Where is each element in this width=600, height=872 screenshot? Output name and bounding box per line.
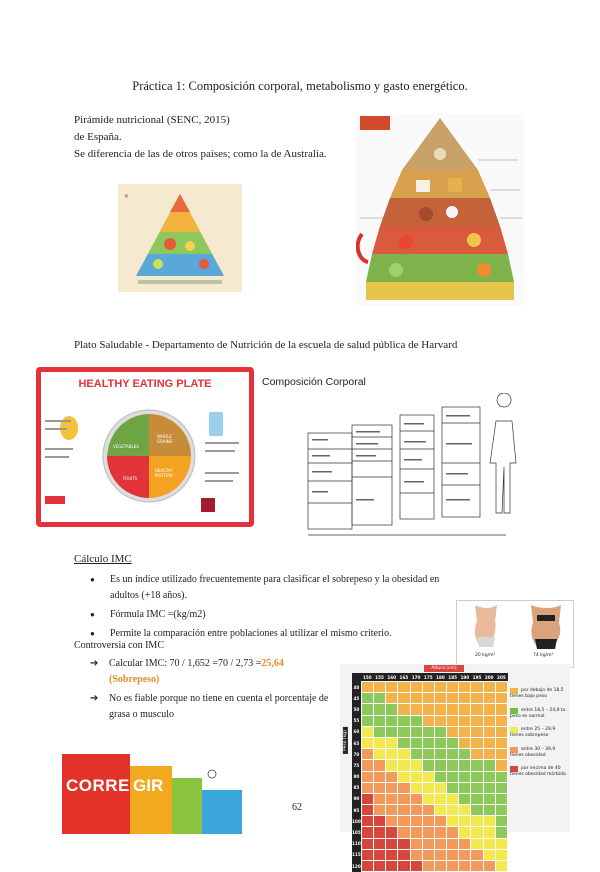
bmi-weight-header: 105 [352,827,361,838]
bmi-row [352,760,508,771]
bmi-cell [422,827,434,838]
imc-heading: Cálculo IMC [74,553,132,565]
bmi-cell [459,760,471,771]
bmi-cell [386,715,398,726]
bmi-cell [495,849,507,860]
bmi-cell [422,682,434,693]
bmi-cell [422,693,434,704]
bmi-cell [398,682,410,693]
bmi-cell [459,726,471,737]
bmi-cell [471,771,483,782]
bmi-cell [398,805,410,816]
bmi-cell [459,749,471,760]
bmi-height-header: 190 [460,674,470,680]
bmi-cell [410,827,422,838]
bmi-legend-text: por encima de 40 tienes obesidad mórbida [510,766,566,777]
bmi-height-header: 175 [423,674,433,680]
bmi-cell [398,793,410,804]
bmi-row [352,827,508,838]
plate-segment-grains: WHOLE GRAINS [157,434,173,444]
bmi-weight-header: 55 [352,715,361,726]
bmi-cell [483,737,495,748]
bmi-cell [471,861,483,872]
bmi-cell [483,827,495,838]
bmi-legend-item [510,708,568,720]
bmi-weight-header: 65 [352,737,361,748]
bmi-cell [386,693,398,704]
bmi-cell [373,693,385,704]
bmi-row [352,805,508,816]
bmi-cell [495,816,507,827]
bmi-cell [495,827,507,838]
bmi-cell [361,760,373,771]
bmi-cell [447,805,459,816]
bmi-cell [471,760,483,771]
svg-text:✕: ✕ [124,193,130,200]
bmi-height-header: 150 [362,674,372,680]
bmi-cell [422,749,434,760]
bmi-height-header: 170 [411,674,421,680]
bmi-cell [495,726,507,737]
bmi-cell [398,693,410,704]
bmi-weight-header: 60 [352,726,361,737]
bmi-cell [447,682,459,693]
bmi-legend-text: por debajo de 18,5 tienes bajo peso [510,688,564,699]
bmi-cell [471,793,483,804]
bmi-cell [471,782,483,793]
bmi-row [352,861,508,872]
bmi-cell [434,704,446,715]
bmi-weight-header: 70 [352,749,361,760]
bmi-cell [483,849,495,860]
bmi-cell [471,749,483,760]
bmi-cell [459,793,471,804]
bmi-cell [373,737,385,748]
bmi-cell [434,816,446,827]
bmi-cell [386,816,398,827]
imc-bullet-list [90,572,462,642]
bmi-cell [483,704,495,715]
bmi-cell [361,805,373,816]
bmi-cell [422,771,434,782]
bmi-cell [447,827,459,838]
bmi-cell [471,715,483,726]
bmi-cell [361,849,373,860]
bmi-weight-header: 120 [352,861,361,872]
bmi-row [352,849,508,860]
bmi-cell [447,749,459,760]
bmi-cell [422,726,434,737]
bmi-cell [495,760,507,771]
plate-segment-protein: HEALTHY PROTEIN [155,468,173,478]
bmi-cell [483,816,495,827]
bmi-cell [373,726,385,737]
bmi-height-header: 165 [399,674,409,680]
bmi-weight-header: 115 [352,849,361,860]
bmi-row [352,749,508,760]
plate-segment-vegetables: VEGETABLES [113,444,139,449]
bmi-row [352,816,508,827]
bmi-cell [361,827,373,838]
bmi-cell [434,737,446,748]
bmi-legend-item [510,688,568,700]
intro-line-1: Pirámide nutricional (SENC, 2015) [74,114,230,126]
bmi-cell [398,849,410,860]
bmi-cell [459,737,471,748]
bmi-weight-header: 110 [352,838,361,849]
bmi-cell [410,737,422,748]
bmi-cell [447,793,459,804]
bmi-row [352,693,508,704]
bmi-cell [361,749,373,760]
bmi-cell [434,805,446,816]
bmi-cell [410,749,422,760]
bmi-cell [434,782,446,793]
bmi-cell [361,682,373,693]
corregir-word-a: CORRE [66,776,130,795]
bmi-cell [410,693,422,704]
bmi-cell [422,861,434,872]
bmi-cell [373,805,385,816]
bmi-cell [386,793,398,804]
bmi-cell [483,726,495,737]
bmi-legend-text: entre 30 – 39,9 tienes obesidad [510,746,556,758]
bmi-cell [447,760,459,771]
bmi-cell [434,693,446,704]
bmi-cell [459,682,471,693]
bmi-weight-header: 90 [352,793,361,804]
bmi-cell [495,861,507,872]
bmi-cell [483,793,495,804]
bmi-cell [373,760,385,771]
bmi-cell [361,715,373,726]
bmi-cell [471,693,483,704]
bmi-cell [410,771,422,782]
bmi-cell [459,771,471,782]
imc-bullet-2: ● Fórmula IMC =(kg/m2) [90,607,462,623]
bmi-cell [434,827,446,838]
bmi-cell [422,816,434,827]
bmi-legend [510,688,568,786]
bmi-cell [447,816,459,827]
bmi-cell [361,793,373,804]
bmi-weight-header: 85 [352,782,361,793]
bmi-chart-side-label: Peso (kg) [343,727,348,754]
bmi-corner-cell [352,673,361,682]
bmi-cell [495,771,507,782]
senc-pyramid-image [356,114,524,306]
bmi-cell [434,760,446,771]
bmi-cell [398,704,410,715]
bmi-legend-text: entre 25 – 29,9 tienes sobrepeso [510,727,556,738]
bmi-cell [398,827,410,838]
composition-heading: Composición Corporal [262,376,366,388]
bmi-cell [495,805,507,816]
bmi-cell [459,849,471,860]
bmi-cell [459,805,471,816]
bmi-cell [447,726,459,737]
bmi-cell [434,715,446,726]
bmi-cell [447,861,459,872]
bmi-cell [410,715,422,726]
bmi-weight-header: 75 [352,760,361,771]
plate-segment-fruits: FRUITS [123,476,138,481]
bmi-row [352,771,508,782]
bmi-cell [422,793,434,804]
bmi-cell [398,816,410,827]
bmi-cell [422,760,434,771]
bmi-cell [471,737,483,748]
bmi-height-header: 205 [497,674,506,680]
bmi-cell [422,737,434,748]
bmi-weight-header: 40 [352,682,361,693]
bmi-cell [410,782,422,793]
bmi-cell [471,816,483,827]
imc-bullet-1: ● Es un índice utilizado frecuentemente para clasificar el sobrepeso y la obesidad en adultos (+18 años). [90,572,462,604]
bmi-cell [495,749,507,760]
bmi-cell [422,715,434,726]
bmi-cell [386,682,398,693]
intro-text [74,112,327,163]
bmi-legend-item [510,766,568,778]
bmi-cell [398,715,410,726]
bmi-cell [483,760,495,771]
bmi-cell [361,704,373,715]
bmi-cell [495,737,507,748]
bmi-cell [495,682,507,693]
bmi-weight-header: 45 [352,693,361,704]
bmi-cell [386,771,398,782]
bmi-cell [422,805,434,816]
bmi-cell [410,704,422,715]
bmi-cell [361,726,373,737]
bmi-cell [495,793,507,804]
bmi-row [352,726,508,737]
bmi-height-header: 160 [387,674,397,680]
bmi-cell [471,704,483,715]
bmi-cell [447,849,459,860]
bmi-cell [471,827,483,838]
bmi-cell [386,749,398,760]
bmi-row [352,715,508,726]
body-composition-diagram [306,393,528,539]
bmi-height-header: 155 [375,674,384,680]
bmi-cell [398,760,410,771]
bmi-cell [361,771,373,782]
bmi-cell [398,726,410,737]
bmi-cell [459,782,471,793]
bmi-cell [373,715,385,726]
bmi-cell [361,782,373,793]
bmi-cell [386,760,398,771]
bmi-row [352,737,508,748]
bmi-cell [361,737,373,748]
corregir-word-b: GIR [133,776,164,795]
bmi-cell [495,782,507,793]
bmi-cell [361,693,373,704]
bmi-cell [410,861,422,872]
bmi-cell [447,737,459,748]
bmi-cell [410,760,422,771]
bmi-cell [386,849,398,860]
imc-calc-text: Calcular IMC: 70 / 1,652 =70 / 2,73 = [109,658,262,669]
bmi-cell [410,682,422,693]
bmi-cell [434,726,446,737]
bmi-cell [410,793,422,804]
bmi-height-header: 195 [472,674,482,680]
bmi-cell [434,749,446,760]
bmi-cell [495,693,507,704]
bmi-weight-header: 100 [352,816,361,827]
bmi-chart-header: Altura (cm) [424,665,464,672]
bmi-cell [483,805,495,816]
bmi-chart [340,664,570,869]
bmi-cell [386,704,398,715]
bmi-cell [434,861,446,872]
bmi-cell [459,693,471,704]
bmi-cell [471,849,483,860]
bmi-cell [447,704,459,715]
intro-line-3: Se diferencia de las de otros países; como la de Australia. [74,148,327,160]
bmi-cell [495,715,507,726]
bmi-table [352,673,508,872]
imc-calc-label: (Sobrepeso) [109,674,160,685]
bmi-cell [471,726,483,737]
bmi-cell [373,704,385,715]
controversy-heading: Controversia con IMC [74,640,164,651]
bmi-weight-header: 80 [352,771,361,782]
bmi-cell [483,682,495,693]
controversy-list [90,656,338,723]
bmi-cell [483,693,495,704]
bmi-cell [459,816,471,827]
bmi-cell [373,861,385,872]
bmi-cell [398,737,410,748]
bmi-weight-header: 95 [352,805,361,816]
bmi-cell [495,704,507,715]
bmi-cell [459,861,471,872]
imc-bullet-3: ● Permite la comparación entre poblaciones al utilizar el mismo criterio. [90,626,462,642]
bmi-cell [434,849,446,860]
bmi-cell [422,782,434,793]
bmi-cell [398,749,410,760]
healthy-eating-plate-image [36,367,254,527]
bmi-cell [386,726,398,737]
bmi-cell [386,805,398,816]
bmi-weight-header: 50 [352,704,361,715]
bmi-cell [386,827,398,838]
australia-pyramid-image [118,184,242,292]
bmi-height-header: 200 [484,674,494,680]
imc-reliability-item: ➔ No es fiable porque no tiene en cuenta el porcentaje de grasa o musculo [90,691,338,723]
bmi-cell [471,805,483,816]
bmi-cell [410,726,422,737]
bmi-legend-item [510,727,568,739]
bmi-cell [386,737,398,748]
bmi-cell [373,827,385,838]
bmi-legend-item [510,747,568,759]
bmi-legend-text: entre 18,5 – 24,9 tu peso es normal [510,707,566,719]
bmi-cell [483,861,495,872]
corregir-logo [62,744,242,834]
bmi-cell [459,715,471,726]
bmi-cell [447,715,459,726]
page-title: Práctica 1: Composición corporal, metabolismo y gasto energético. [132,79,468,93]
imc-calc-result: 25,64 [261,658,284,669]
bmi-row [352,704,508,715]
page-number: 62 [292,802,302,813]
bmi-height-header: 180 [436,674,445,680]
bmi-cell [386,861,398,872]
bmi-row [352,793,508,804]
bmi-cell [361,816,373,827]
bmi-cell [447,693,459,704]
bmi-height-header: 185 [448,674,458,680]
bmi-cell [447,771,459,782]
bmi-cell [373,793,385,804]
bmi-cell [410,816,422,827]
imc-calc-item [90,656,338,688]
bmi-cell [373,782,385,793]
intro-line-2: de España. [74,131,122,143]
bmi-cell [410,849,422,860]
bmi-cell [373,771,385,782]
plate-title: HEALTHY EATING PLATE [78,378,212,390]
bmi-cell [459,704,471,715]
bmi-cell [410,805,422,816]
bmi-cell [434,771,446,782]
bmi-cell [434,682,446,693]
bmi-cell [398,782,410,793]
bmi-cell [422,704,434,715]
bmi-cell [373,816,385,827]
bmi-cell [483,749,495,760]
bmi-cell [471,682,483,693]
bmi-cell [422,849,434,860]
bmi-cell [373,682,385,693]
bmi-cell [483,715,495,726]
left-body-label: 20 kg/m² [475,653,496,658]
bmi-cell [483,782,495,793]
plate-heading: Plato Saludable - Departamento de Nutrición de la escuela de salud pública de Harvard [74,339,458,351]
bmi-row [352,782,508,793]
bmi-cell [386,782,398,793]
bmi-cell [361,861,373,872]
bmi-cell [447,782,459,793]
bmi-cell [373,849,385,860]
bmi-cell [373,749,385,760]
bmi-cell [434,793,446,804]
bmi-cell [398,771,410,782]
bmi-cell [459,827,471,838]
body-silhouettes-image [456,600,574,668]
right-body-label: 74 kg/m² [533,653,554,658]
bmi-row [352,682,508,693]
bmi-cell [398,861,410,872]
bmi-cell [483,771,495,782]
